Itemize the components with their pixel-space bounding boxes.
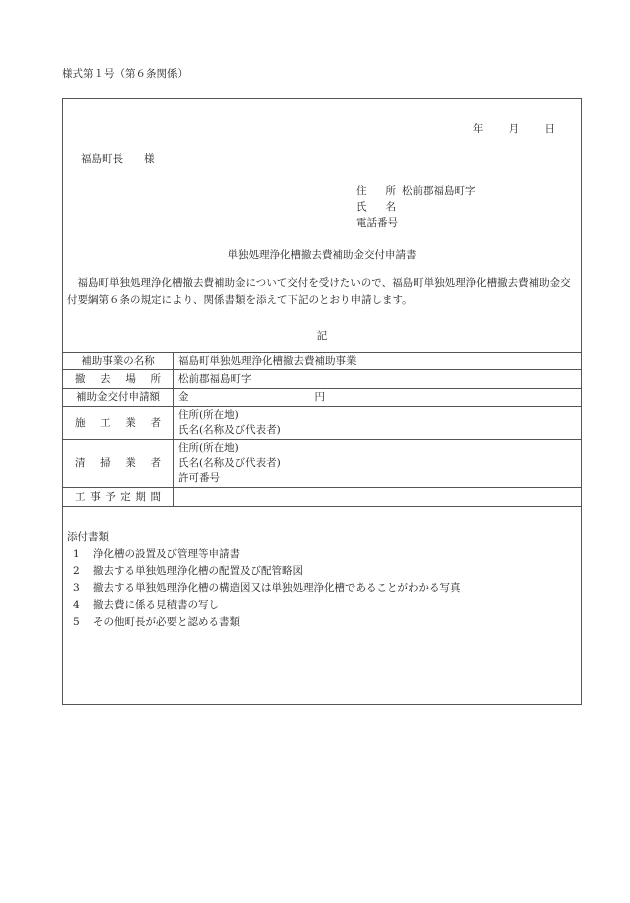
table-row [63, 370, 581, 389]
date-year-label: 年 [472, 123, 484, 135]
applicant-address-label: 住 所 [356, 185, 396, 197]
row-label: 補助金交付申請額 [63, 389, 174, 407]
row-label-spread: 施 工 業 者 [75, 416, 161, 429]
row-value: 金 円 [174, 389, 582, 407]
row-value [174, 488, 582, 507]
applicant-phone-row [356, 215, 476, 231]
date-day-label: 日 [544, 123, 555, 135]
applicant-address-row [356, 183, 476, 199]
row-label [63, 488, 174, 507]
list-item: 5 その他町長が必要と認める書類 [73, 616, 240, 628]
application-form [62, 98, 582, 705]
date-month-label: 月 [508, 123, 520, 135]
row-label-spread: 撤 去 場 所 [75, 372, 161, 385]
ki-heading: 記 [316, 330, 328, 342]
list-item: 2 撤去する単独処理浄化槽の配置及び配管略図 [73, 565, 303, 577]
table-row [63, 407, 581, 440]
application-details-table [63, 352, 581, 507]
list-item: 4 撤去費に係る見積書の写し [73, 599, 219, 611]
applicant-name-label: 氏 名 [356, 201, 396, 213]
applicant-name-row [356, 199, 476, 215]
form-title: 単独処理浄化槽撤去費補助金交付申請書 [227, 249, 417, 261]
row-label: 補助事業の名称 [63, 353, 174, 370]
row-value: 松前郡福島町字 [174, 370, 582, 389]
row-label-spread: 工 事 予 定 期 間 [75, 490, 161, 503]
table-row [63, 353, 581, 370]
date-line [473, 121, 555, 136]
applicant-address-value: 松前郡福島町字 [402, 185, 476, 197]
list-item: 3 撤去する単独処理浄化槽の構造図又は単独処理浄化槽であることがわかる写真 [73, 582, 461, 594]
row-label-spread: 清 掃 業 者 [75, 457, 161, 469]
row-value: 住所(所在地) 氏名(名称及び代表者) 許可番号 [174, 440, 582, 488]
list-item: 1 浄化槽の設置及び管理等申請書 [73, 548, 240, 560]
row-value: 住所(所在地) 氏名(名称及び代表者) [174, 407, 582, 440]
row-label [63, 407, 174, 440]
attachments-title: 添付書類 [67, 531, 109, 543]
row-label [63, 440, 174, 488]
attachments-section [67, 529, 461, 631]
table-row [63, 389, 581, 407]
row-label [63, 370, 174, 389]
table-row [63, 488, 581, 507]
form-number: 様式第１号（第６条関係） [62, 68, 188, 80]
applicant-block [356, 183, 476, 231]
table-row [63, 440, 581, 488]
applicant-phone-label: 電話番号 [356, 217, 398, 229]
application-body-text: 福島町単独処理浄化槽撤去費補助金について交付を受けたいので、福島町単独処理浄化槽撤去費補助金交付要綱第６条の規定により、関係書類を添えて下記のとおり申請します。 [67, 277, 571, 306]
row-value: 福島町単独処理浄化槽撤去費補助事業 [174, 353, 582, 370]
addressee: 福島町長 様 [81, 153, 155, 165]
